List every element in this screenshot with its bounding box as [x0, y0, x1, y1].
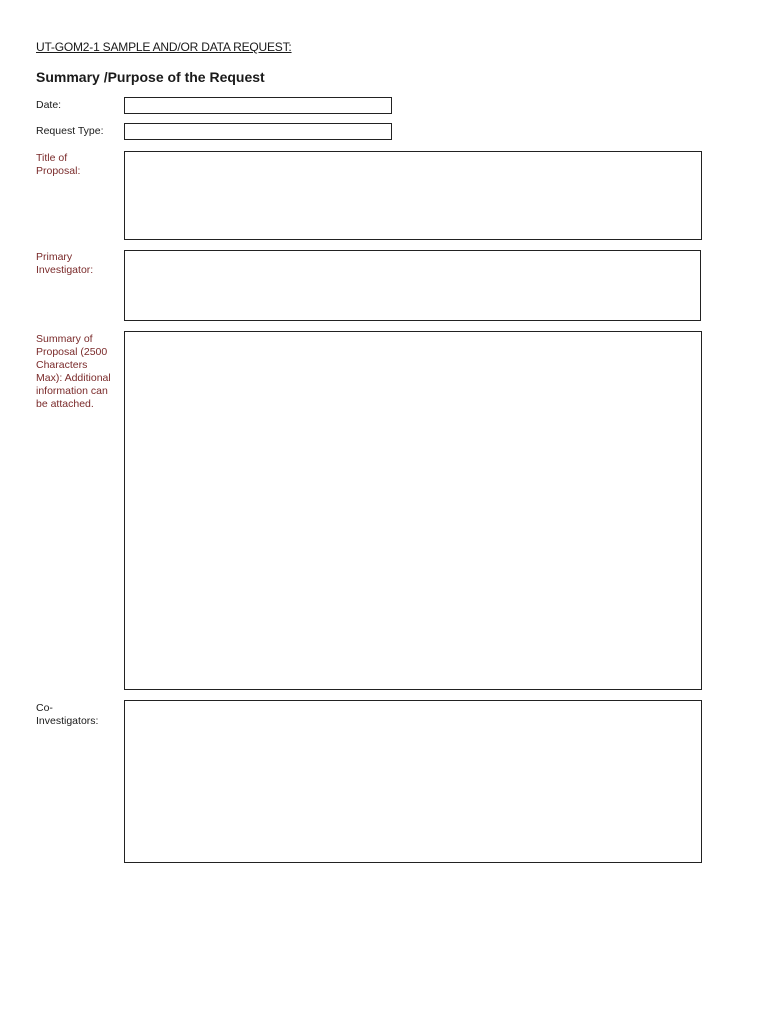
summary-field[interactable] [124, 331, 702, 690]
title-of-proposal-field[interactable] [124, 151, 702, 240]
co-investigators-field[interactable] [124, 700, 702, 863]
primary-investigator-label: Primary Investigator: [36, 251, 94, 276]
primary-investigator-field[interactable] [124, 250, 701, 321]
co-investigators-label: Co-Investigators: [36, 702, 99, 727]
summary-label: Summary of Proposal (2500 Characters Max): Additional information can be attached. [36, 333, 111, 410]
date-label: Date: [36, 99, 62, 111]
request-type-label: Request Type: [36, 125, 104, 137]
date-field[interactable] [124, 97, 392, 114]
section-title: Summary /Purpose of the Request [36, 69, 265, 85]
title-of-proposal-label: Title of Proposal: [36, 152, 81, 177]
form-header: UT-GOM2-1 SAMPLE AND/OR DATA REQUEST: [36, 40, 292, 54]
request-type-field[interactable] [124, 123, 392, 140]
